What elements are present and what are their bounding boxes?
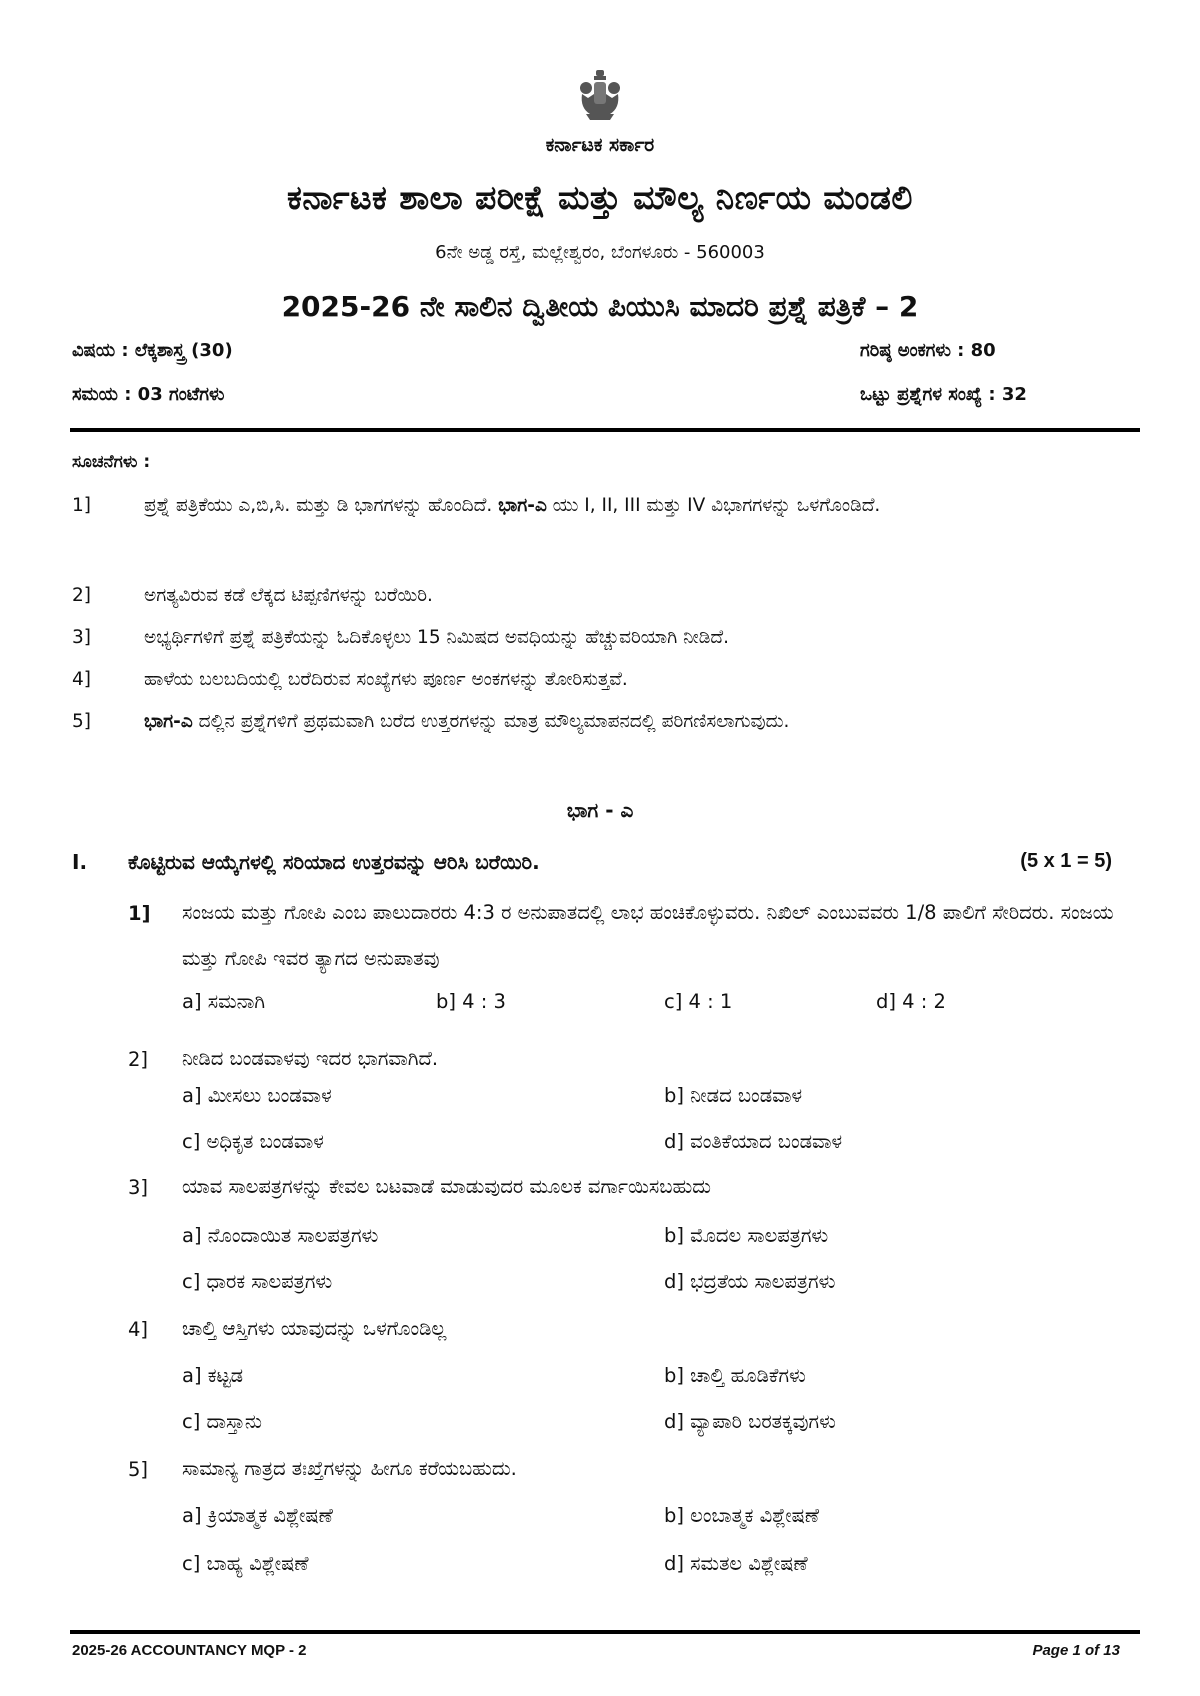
time-label: ಸಮಯ : 03 ಗಂಟೆಗಳು: [72, 384, 225, 405]
instruction-text: [144, 704, 1134, 740]
question-number: 2]: [128, 1048, 149, 1071]
q4-option-a: a] ಕಟ್ಟಡ: [182, 1364, 244, 1387]
instructions-heading: ಸೂಚನೆಗಳು :: [72, 452, 151, 472]
question-text: ಚಾಲ್ತಿ ಆಸ್ತಿಗಳು ಯಾವುದನ್ನು ಒಳಗೊಂಡಿಲ್ಲ: [182, 1317, 447, 1340]
paper-title: 2025-26 ನೇ ಸಾಲಿನ ದ್ವಿತೀಯ ಪಿಯುಸಿ ಮಾದರಿ ಪ್ರಶ್ನೆ ಪತ್ರಿಕೆ – 2: [281, 290, 919, 323]
q4-option-b: b] ಚಾಲ್ತಿ ಹೂಡಿಕೆಗಳು: [664, 1364, 806, 1387]
instruction-text-part: ಯು I, II, III ಮತ್ತು IV ವಿಭಾಗಗಳನ್ನು ಒಳಗೊಂಡಿದೆ.: [546, 495, 881, 516]
part-a-emphasis: ಭಾಗ-ಎ: [144, 711, 193, 732]
header-divider: [70, 428, 1140, 432]
karnataka-emblem-icon: [572, 68, 628, 124]
section-heading: ಕೊಟ್ಟಿರುವ ಆಯ್ಕೆಗಳಲ್ಲಿ ಸರಿಯಾದ ಉತ್ತರವನ್ನು ಆರಿಸಿ ಬರೆಯಿರಿ.: [128, 850, 540, 874]
q3-option-d: d] ಭದ್ರತೆಯ ಸಾಲಪತ್ರಗಳು: [664, 1270, 836, 1293]
q3-option-a: a] ನೊಂದಾಯಿತ ಸಾಲಪತ್ರಗಳು: [182, 1224, 379, 1247]
part-a-emphasis: ಭಾಗ-ಎ: [498, 495, 547, 516]
question-number: 5]: [128, 1458, 149, 1481]
total-questions-label: ಒಟ್ಟು ಪ್ರಶ್ನೆಗಳ ಸಂಖ್ಯೆ : 32: [860, 384, 1027, 405]
question-text: ಸಾಮಾನ್ಯ ಗಾತ್ರದ ತಃಖ್ತೆಗಳನ್ನು ಹೀಗೂ ಕರೆಯಬಹುದು.: [182, 1457, 517, 1480]
q2-option-d: d] ವಂತಿಕೆಯಾದ ಬಂಡವಾಳ: [664, 1130, 843, 1153]
board-address: 6ನೇ ಅಡ್ಡ ರಸ್ತೆ, ಮಲ್ಲೇಶ್ವರಂ, ಬೆಂಗಳೂರು - 560003: [435, 242, 765, 263]
instruction-number: 5]: [72, 711, 91, 732]
question-number: 4]: [128, 1318, 149, 1341]
question-text: ಸಂಜಯ ಮತ್ತು ಗೋಪಿ ಎಂಬ ಪಾಲುದಾರರು 4:3 ರ ಅನುಪಾತದಲ್ಲಿ ಲಾಭ ಹಂಚಿಕೊಳ್ಳುವರು. ನಿಖಿಲ್ ಎಂಬುವವರು 1/8 ಪಾಲಿಗೆ ಸೇರಿದರು. ಸಂಜಯ ಮತ್ತು ಗೋಪಿ ಇವರ ತ್ಯಾಗದ ಅನುಪಾತವು: [182, 901, 1114, 970]
q4-option-d: d] ವ್ಯಾಪಾರಿ ಬರತಕ್ಕವುಗಳು: [664, 1410, 836, 1433]
instruction-text: ಅಗತ್ಯವಿರುವ ಕಡೆ ಲೆಕ್ಕದ ಟಿಪ್ಪಣಿಗಳನ್ನು ಬರೆಯಿರಿ.: [144, 585, 433, 606]
q2-option-a: a] ಮೀಸಲು ಬಂಡವಾಳ: [182, 1084, 332, 1107]
q5-option-d: d] ಸಮತಲ ವಿಶ್ಲೇಷಣೆ: [664, 1552, 808, 1575]
q1-option-a: a] ಸಮನಾಗಿ: [182, 990, 266, 1013]
footer-divider: [70, 1630, 1140, 1634]
instruction-number: 4]: [72, 669, 91, 690]
question-text: ನೀಡಿದ ಬಂಡವಾಳವು ಇದರ ಭಾಗವಾಗಿದೆ.: [182, 1047, 439, 1070]
footer-page-number: Page 1 of 13: [1032, 1642, 1120, 1659]
max-marks-label: ಗರಿಷ್ಠ ಅಂಕಗಳು : 80: [860, 340, 996, 361]
instruction-number: 1]: [72, 495, 91, 516]
section-marks: (5 x 1 = 5): [1020, 850, 1112, 872]
instruction-text-part: ಪ್ರಶ್ನೆ ಪತ್ರಿಕೆಯು ಎ,ಬಿ,ಸಿ. ಮತ್ತು ಡಿ ಭಾಗಗಳನ್ನು ಹೊಂದಿದೆ.: [144, 495, 499, 516]
q5-option-a: a] ಕ್ರಿಯಾತ್ಮಕ ವಿಶ್ಲೇಷಣೆ: [182, 1504, 333, 1527]
instruction-text: [144, 488, 1134, 524]
q1-option-d: d] 4 : 2: [876, 990, 946, 1013]
instruction-number: 2]: [72, 585, 91, 606]
q2-option-c: c] ಅಧಿಕೃತ ಬಂಡವಾಳ: [182, 1130, 324, 1153]
instruction-text: ಅಭ್ಯರ್ಥಿಗಳಿಗೆ ಪ್ರಶ್ನೆ ಪತ್ರಿಕೆಯನ್ನು ಓದಿಕೊಳ್ಳಲು 15 ನಿಮಿಷದ ಅವಧಿಯನ್ನು ಹೆಚ್ಚುವರಿಯಾಗಿ ನೀಡಿದೆ.: [144, 627, 729, 648]
instruction-text: ಹಾಳೆಯ ಬಲಬದಿಯಲ್ಲಿ ಬರೆದಿರುವ ಸಂಖ್ಯೆಗಳು ಪೂರ್ಣ ಅಂಕಗಳನ್ನು ತೋರಿಸುತ್ತವೆ.: [144, 669, 628, 690]
question-number: 1]: [128, 902, 151, 925]
instruction-text-part: ದಲ್ಲಿನ ಪ್ರಶ್ನೆಗಳಿಗೆ ಪ್ರಥಮವಾಗಿ ಬರೆದ ಉತ್ತರಗಳನ್ನು ಮಾತ್ರ ಮೌಲ್ಯಮಾಪನದಲ್ಲಿ ಪರಿಗಣಿಸಲಾಗುವುದು.: [192, 711, 790, 732]
q1-option-c: c] 4 : 1: [664, 990, 733, 1013]
part-a-title: ಭಾಗ - ಎ: [566, 798, 634, 822]
subject-label: ವಿಷಯ : ಲೆಕ್ಕಶಾಸ್ತ್ರ (30): [72, 340, 233, 361]
q5-option-b: b] ಲಂಬಾತ್ಮಕ ವಿಶ್ಲೇಷಣೆ: [664, 1504, 820, 1527]
instruction-number: 3]: [72, 627, 91, 648]
q1-option-b: b] 4 : 3: [436, 990, 506, 1013]
q4-option-c: c] ದಾಸ್ತಾನು: [182, 1410, 262, 1433]
q5-option-c: c] ಬಾಹ್ಯ ವಿಶ್ಲೇಷಣೆ: [182, 1552, 309, 1575]
q3-option-b: b] ಮೊದಲ ಸಾಲಪತ್ರಗಳು: [664, 1224, 829, 1247]
question-number: 3]: [128, 1176, 149, 1199]
q2-option-b: b] ನೀಡದ ಬಂಡವಾಳ: [664, 1084, 803, 1107]
q3-option-c: c] ಧಾರಕ ಸಾಲಪತ್ರಗಳು: [182, 1270, 333, 1293]
board-name: ಕರ್ನಾಟಕ ಶಾಲಾ ಪರೀಕ್ಷೆ ಮತ್ತು ಮೌಲ್ಯ ನಿರ್ಣಯ ಮಂಡಲಿ: [287, 178, 913, 217]
government-name: ಕರ್ನಾಟಕ ಸರ್ಕಾರ: [545, 134, 655, 156]
question-text: ಯಾವ ಸಾಲಪತ್ರಗಳನ್ನು ಕೇವಲ ಬಟವಾಡೆ ಮಾಡುವುದರ ಮೂಲಕ ವರ್ಗಾಯಿಸಬಹುದು: [182, 1175, 712, 1198]
section-number: I.: [72, 850, 88, 874]
footer-paper-code: 2025-26 ACCOUNTANCY MQP - 2: [72, 1642, 307, 1659]
